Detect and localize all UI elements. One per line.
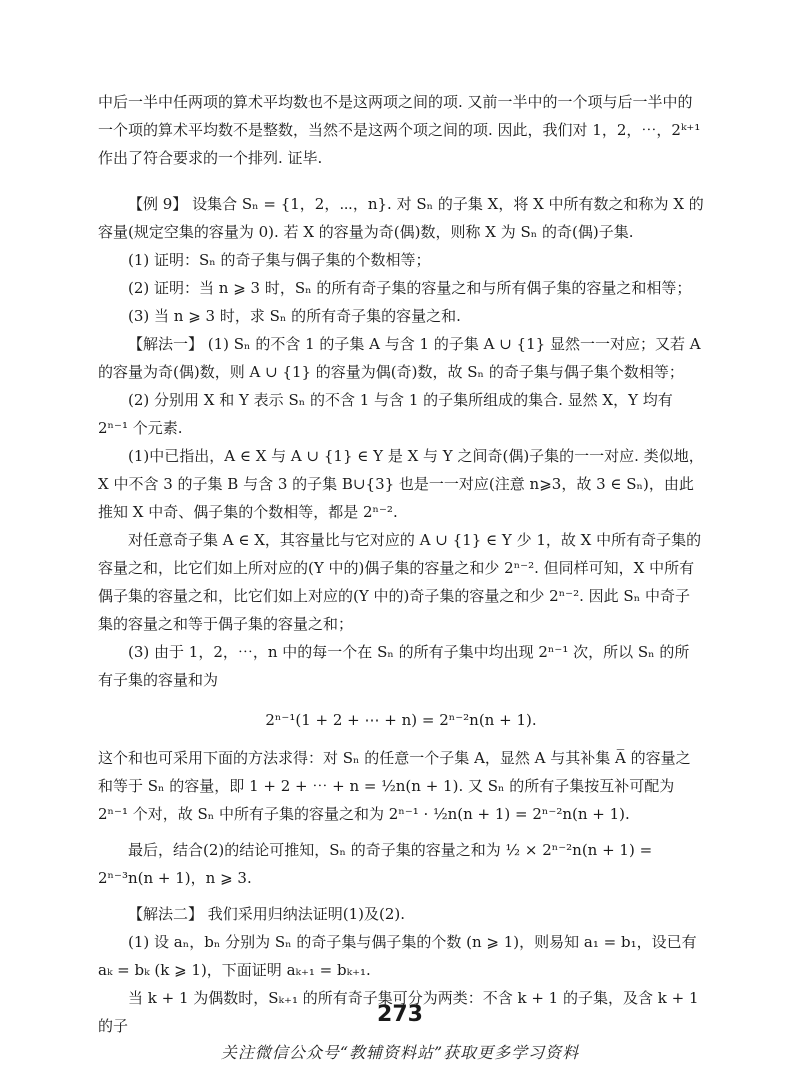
page-number: 273	[377, 1002, 423, 1027]
footer-watermark-text: 关注微信公众号“教辅资料站”获取更多学习资料	[220, 1043, 580, 1062]
solution-1-part-2-capacity: 对任意奇子集 A ∈ X，其容量比与它对应的 A ∪ {1} ∈ Y 少 1，故 X 中所有奇子集的容量之和，比它们如上所对应的(Y 中的)偶子集的容量之和少 2ⁿ⁻². 但同样可知，X 中所有偶子集的容量之和，比它们如上对应的(Y 中的)奇子集的容量之和少 2ⁿ⁻². 因此 Sₙ 中奇子集的容量之和等于偶子集的容量之和；	[98, 531, 702, 633]
solution-2-intro: 【解法二】 我们采用归纳法证明(1)及(2).	[128, 905, 406, 923]
page-body	[98, 88, 704, 1040]
example-9-part-3: (3) 当 n ⩾ 3 时，求 Sₙ 的所有奇子集的容量之和.	[128, 307, 461, 325]
equation-total-capacity: 2ⁿ⁻¹(1 + 2 + ⋯ + n) = 2ⁿ⁻²n(n + 1).	[265, 711, 537, 729]
final-result: 最后，结合(2)的结论可推知，Sₙ 的奇子集的容量之和为 ½ × 2ⁿ⁻²n(n + 1) = 2ⁿ⁻³n(n + 1)，n ⩾ 3.	[98, 841, 653, 887]
solution-1-part-1: 【解法一】 (1) Sₙ 的不含 1 的子集 A 与含 1 的子集 A ∪ {1} 显然一一对应；又若 A 的容量为奇(偶)数，则 A ∪ {1} 的容量为偶(奇)数，故 Sₙ 的奇子集与偶子集个数相等；	[98, 335, 701, 381]
example-9-part-1: (1) 证明：Sₙ 的奇子集与偶子集的个数相等；	[128, 251, 431, 269]
solution-1-part-2: (2) 分别用 X 和 Y 表示 Sₙ 的不含 1 与含 1 的子集所组成的集合. 显然 X，Y 均有 2ⁿ⁻¹ 个元素.	[98, 391, 673, 437]
solution-1-part-2-correspondence: (1)中已指出，A ∈ X 与 A ∪ {1} ∈ Y 是 X 与 Y 之间奇(偶)子集的一一对应. 类似地，X 中不含 3 的子集 B 与含 3 的子集 B∪{3} 也是一一对应(注意 n⩾3，故 3 ∈ Sₙ)，由此推知 X 中奇、偶子集的个数相等，都是 2ⁿ⁻².	[98, 447, 704, 521]
solution-2-induction: 当 k + 1 为偶数时，Sₖ₊₁ 的所有奇子集可分为两类：不含 k + 1 的子集，及含 k + 1 的子	[98, 989, 699, 1035]
example-9-part-2: (2) 证明：当 n ⩾ 3 时，Sₙ 的所有奇子集的容量之和与所有偶子集的容量之和相等；	[128, 279, 692, 297]
example-9-statement: 【例 9】 设集合 Sₙ = {1，2，⋯，n}. 对 Sₙ 的子集 X，将 X 中所有数之和称为 X 的容量(规定空集的容量为 0). 若 X 的容量为奇(偶)数，则称 X 为 Sₙ 的奇(偶)子集.	[98, 195, 704, 241]
paragraph-continuation: 中后一半中任两项的算术平均数也不是这两项之间的项. 又前一半中的一个项与后一半中的一个项的算术平均数不是整数，当然不是这两个项之间的项. 因此，我们对 1，2，⋯，2ᵏ⁺¹ 作出了符合要求的一个排列. 证毕.	[98, 93, 701, 167]
solution-1-part-3: (3) 由于 1，2，⋯，n 中的每一个在 Sₙ 的所有子集中均出现 2ⁿ⁻¹ 次，所以 Sₙ 的所有子集的容量和为	[98, 643, 690, 689]
alternative-derivation: 这个和也可采用下面的方法求得：对 Sₙ 的任意一个子集 A，显然 A 与其补集 A̅ 的容量之和等于 Sₙ 的容量，即 1 + 2 + ⋯ + n = ½n(n + 1). 又 Sₙ 的所有子集按互补可配为 2ⁿ⁻¹ 个对，故 Sₙ 中所有子集的容量之和为 2ⁿ⁻¹ · ½n(n + 1) = 2ⁿ⁻²n(n + 1).	[98, 749, 691, 823]
solution-2-part-1: (1) 设 aₙ，bₙ 分别为 Sₙ 的奇子集与偶子集的个数 (n ⩾ 1)，则易知 a₁ = b₁，设已有 aₖ = bₖ (k ⩾ 1)，下面证明 aₖ₊₁ = bₖ₊₁.	[98, 933, 697, 979]
